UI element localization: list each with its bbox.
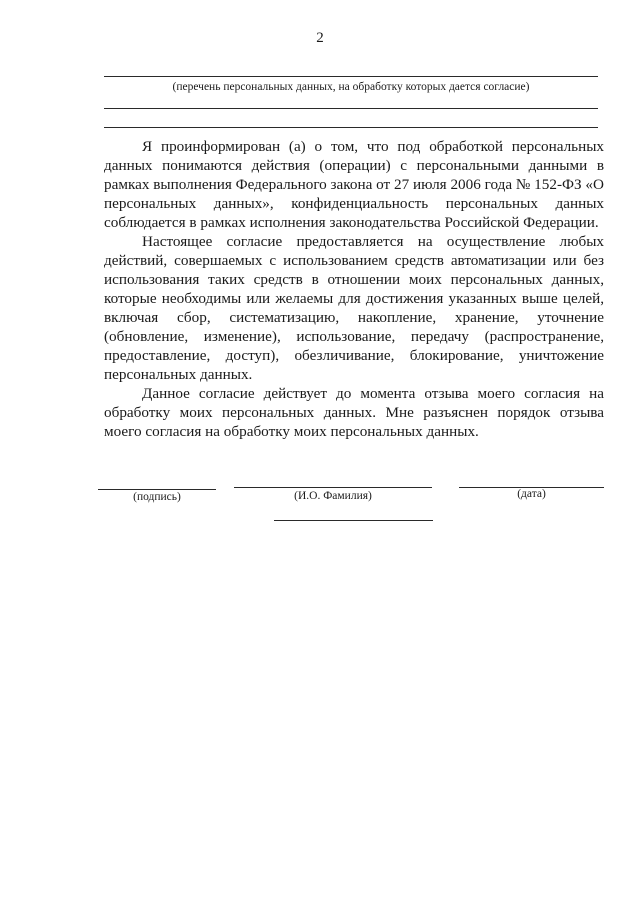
personal-data-caption: (перечень персональных данных, на обработку которых дается согласие) xyxy=(172,81,530,93)
personal-data-line-1[interactable] xyxy=(104,76,598,77)
page-number: 2 xyxy=(316,30,324,46)
personal-data-line-3[interactable] xyxy=(104,127,598,128)
consent-paragraph-1: Я проинформирован (а) о том, что под обработкой персональных данных понимаются действия (операции) с персональными данными в рамках выполнения Федерального закона от 27 июля 2006 года № 152-ФЗ «О персональных данных», конфиденциальность персональных данных соблюдается в рамках исполнения законодательства Российской Федерации. xyxy=(104,138,604,231)
consent-text xyxy=(104,137,604,441)
signature-line[interactable] xyxy=(98,489,216,490)
consent-paragraph-2: Настоящее согласие предоставляется на осуществление любых действий, совершаемых с использованием средств автоматизации или без использования таких средств в отношении моих персональных данных, которые необходимы или желаемы для достижения указанных выше целей, включая сбор, систематизацию, накопление, хранение, уточнение (обновление, изменение), использование, передачу (распространение, предоставление, доступ), обезличивание, блокирование, уничтожение персональных данных. xyxy=(104,233,604,383)
extra-line[interactable] xyxy=(274,520,433,521)
signature-caption: (подпись) xyxy=(133,491,181,503)
personal-data-line-2[interactable] xyxy=(104,108,598,109)
consent-paragraph-3: Данное согласие действует до момента отзыва моего согласия на обработку моих персональных данных. Мне разъяснен порядок отзыва моего согласия на обработку моих персональных данных. xyxy=(104,385,604,440)
name-line[interactable] xyxy=(234,487,432,488)
date-caption: (дата) xyxy=(517,488,546,500)
name-caption: (И.О. Фамилия) xyxy=(294,490,372,502)
